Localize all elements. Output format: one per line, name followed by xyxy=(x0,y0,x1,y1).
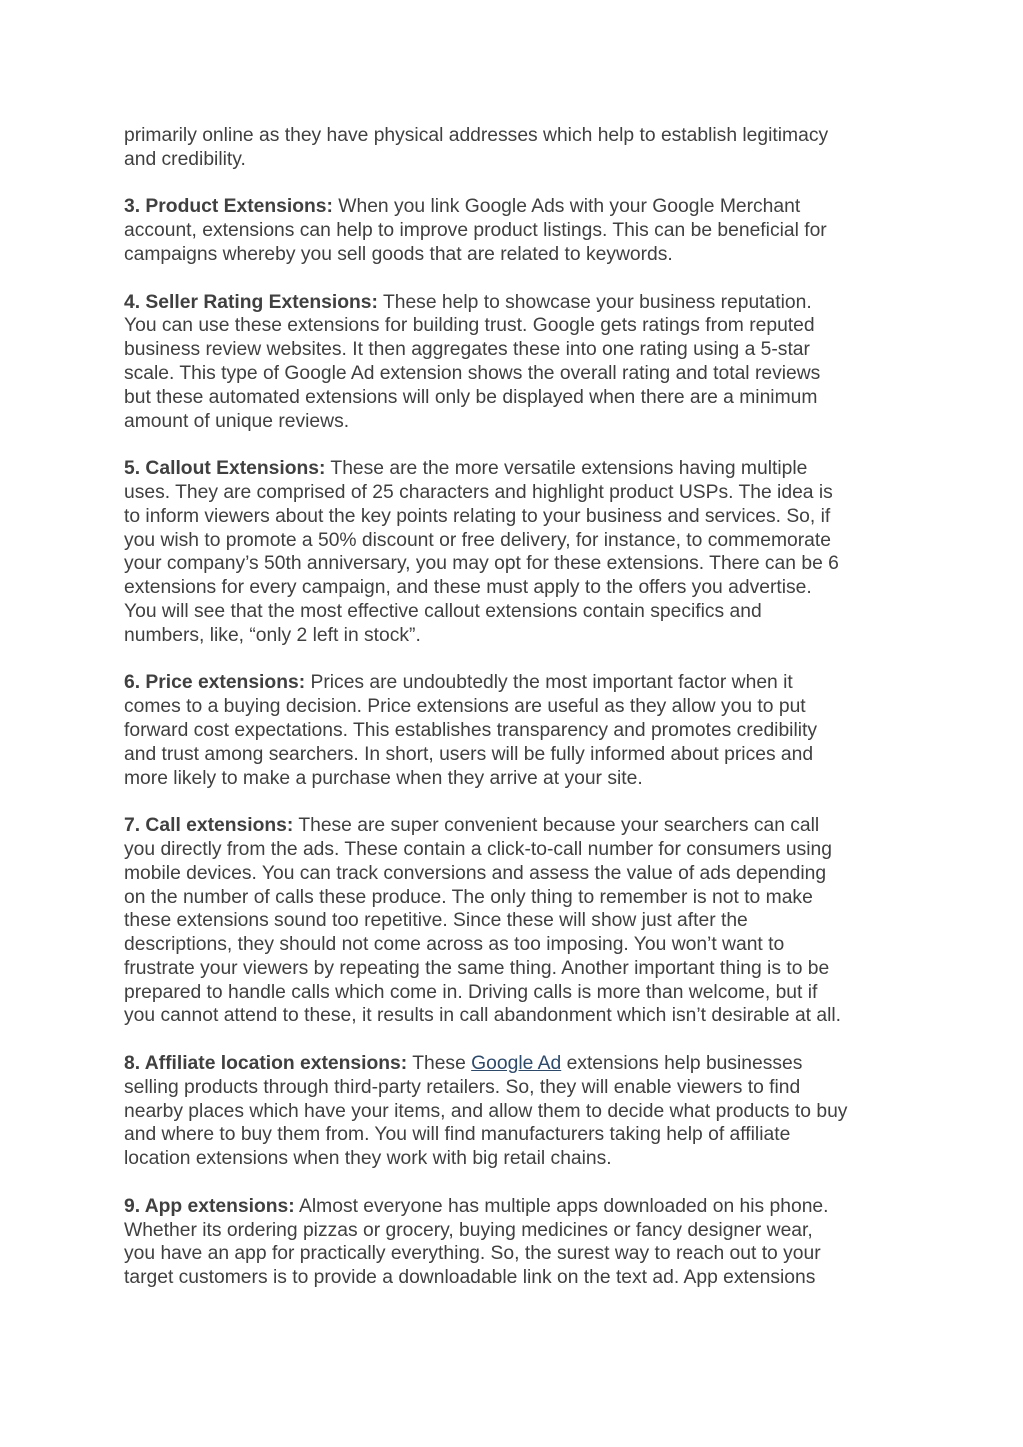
text-line: These xyxy=(407,1053,472,1075)
text-line: These are super convenient because your searchers can call xyxy=(293,815,820,837)
text-line: comes to a buying decision. Price extensions are useful as they allow you to put xyxy=(124,696,806,718)
text-line: mobile devices. You can track conversions and assess the value of ads depending xyxy=(124,862,827,884)
text-line: These are the more versatile extensions having multiple xyxy=(325,458,808,480)
text-line: on the number of calls these produce. The only thing to remember is not to make xyxy=(124,886,813,908)
text-line: to inform viewers about the key points relating to your business and services. So, if xyxy=(124,505,831,527)
text-line: business review websites. It then aggregates these into one rating using a 5-star xyxy=(124,339,810,361)
text-line: prepared to handle calls which come in. Driving calls is more than welcome, but if xyxy=(124,981,818,1003)
text-line: forward cost expectations. This establishes transparency and promotes credibility xyxy=(124,719,818,741)
text-line: extensions for every campaign, and these must apply to the offers you advertise. xyxy=(124,577,812,599)
text-line: scale. This type of Google Ad extension shows the overall rating and total reviews xyxy=(124,362,821,384)
text-line: these extensions sound too repetitive. Since these will show just after the xyxy=(124,910,748,932)
text-line: selling products through third-party retailers. So, they will enable viewers to find xyxy=(124,1076,801,1098)
text-line: and trust among searchers. In short, users will be fully informed about prices and xyxy=(124,743,814,765)
text-line: campaigns whereby you sell goods that are related to keywords. xyxy=(124,243,673,265)
text-line: You will see that the most effective callout extensions contain specifics and xyxy=(124,600,762,622)
section-heading: 3. Product Extensions: xyxy=(124,196,333,218)
section-app-extensions xyxy=(124,1195,914,1290)
text-line: and where to buy them from. You will find manufacturers taking help of affiliate xyxy=(124,1124,791,1146)
text-line: more likely to make a purchase when they arrive at your site. xyxy=(124,767,643,789)
text-line: primarily online as they have physical addresses which help to establish legitimacy xyxy=(124,125,829,146)
text-line: your company’s 50th anniversary, you may opt for these extensions. There can be 6 xyxy=(124,553,839,575)
text-line: account, extensions can help to improve product listings. This can be beneficial for xyxy=(124,220,827,242)
text-line: numbers, like, “only 2 left in stock”. xyxy=(124,624,421,646)
text-line: you directly from the ads. These contain a click-to-call number for consumers using xyxy=(124,838,833,860)
text-line: frustrate your viewers by repeating the same thing. Another important thing is to be xyxy=(124,957,830,979)
section-heading: 8. Affiliate location extensions: xyxy=(124,1053,408,1075)
section-heading: 7. Call extensions: xyxy=(124,815,294,837)
section-callout-extensions xyxy=(124,457,914,647)
text-line: location extensions when they work with big retail chains. xyxy=(124,1148,612,1170)
text-line: Prices are undoubtedly the most important factor when it xyxy=(305,672,793,694)
section-heading: 4. Seller Rating Extensions: xyxy=(124,291,378,313)
section-seller-rating-extensions xyxy=(124,291,914,434)
intro-paragraph xyxy=(124,124,914,172)
text-line: You can use these extensions for building trust. Google gets ratings from reputed xyxy=(124,315,815,337)
document-page xyxy=(124,124,914,1314)
section-heading: 5. Callout Extensions: xyxy=(124,458,326,480)
text-line: you have an app for practically everything. So, the surest way to reach out to your xyxy=(124,1243,821,1265)
section-affiliate-location-extensions xyxy=(124,1052,914,1171)
google-ad-link[interactable]: Google Ad xyxy=(471,1053,562,1075)
text-line: These help to showcase your business reputation. xyxy=(377,291,812,313)
text-line: you wish to promote a 50% discount or free delivery, for instance, to commemorate xyxy=(124,529,831,551)
text-line: and credibility. xyxy=(124,148,246,170)
text-line: When you link Google Ads with your Google Merchant xyxy=(332,196,801,218)
text-line: target customers is to provide a downloadable link on the text ad. App extensions xyxy=(124,1267,816,1289)
section-call-extensions xyxy=(124,814,914,1028)
text-line: Almost everyone has multiple apps downloaded on his phone. xyxy=(294,1195,829,1217)
text-line: you cannot attend to these, it results in call abandonment which isn’t desirable at all. xyxy=(124,1005,842,1027)
section-price-extensions xyxy=(124,671,914,790)
text-line: amount of unique reviews. xyxy=(124,410,350,432)
text-line: nearby places which have your items, and allow them to decide what products to buy xyxy=(124,1100,848,1122)
text-line: but these automated extensions will only be displayed when there are a minimum xyxy=(124,386,818,408)
text-line: uses. They are comprised of 25 characters and highlight product USPs. The idea is xyxy=(124,481,833,503)
text-line: descriptions, they should not come across as too imposing. You won’t want to xyxy=(124,934,785,956)
text-line: extensions help businesses xyxy=(561,1053,803,1075)
section-product-extensions xyxy=(124,195,914,266)
section-heading: 6. Price extensions: xyxy=(124,672,306,694)
text-line: Whether its ordering pizzas or grocery, buying medicines or fancy designer wear, xyxy=(124,1219,813,1241)
section-heading: 9. App extensions: xyxy=(124,1195,295,1217)
